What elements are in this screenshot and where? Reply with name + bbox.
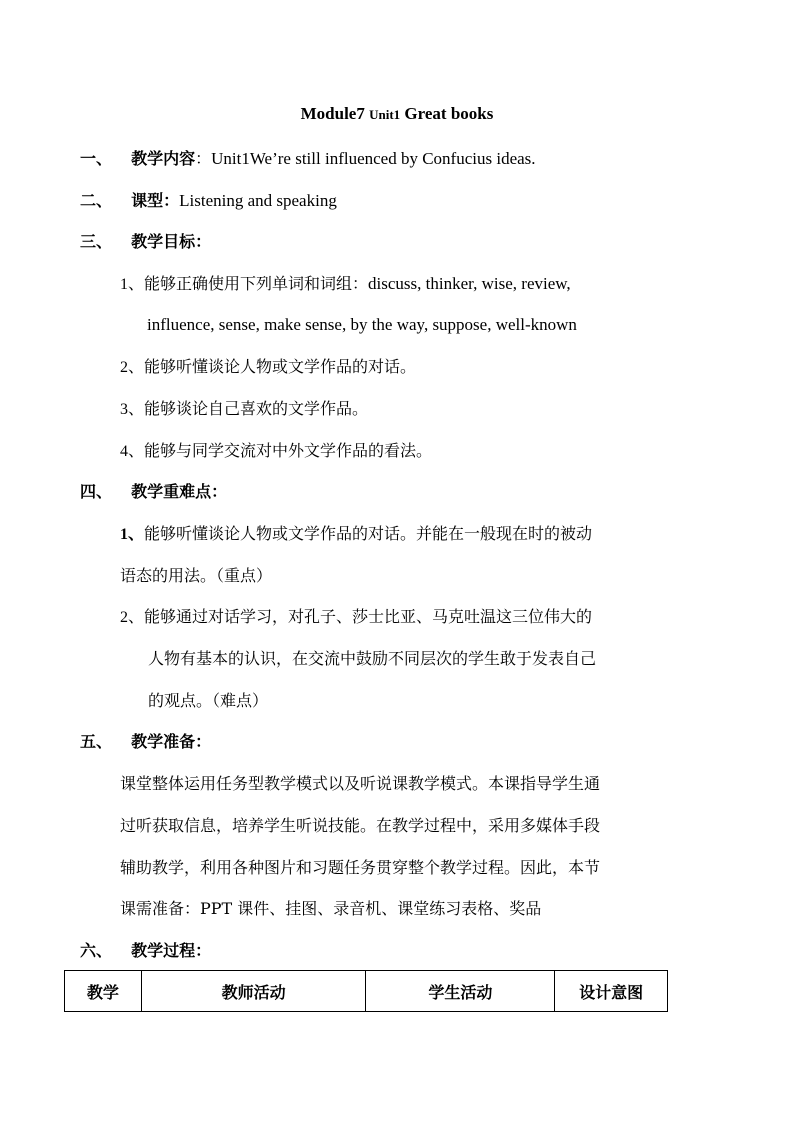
section-6-label: 教学过程： xyxy=(131,941,212,960)
preparation-line-2: 过听获取信息，培养学生听说技能。在教学过程中，采用多媒体手段 xyxy=(120,816,601,835)
table-header-design-intent: 设计意图 xyxy=(555,971,668,1012)
section-3-heading xyxy=(80,230,211,254)
section-6-heading xyxy=(80,939,211,963)
section-2-label: 课型 xyxy=(131,191,164,210)
key-point-2-line-2: 人物有基本的认识，在交流中鼓励不同层次的学生敢于发表自己 xyxy=(148,649,597,668)
preparation-line-4: 课需准备：PPT 课件、挂图、录音机、课堂练习表格、奖品 xyxy=(120,899,542,918)
document-title xyxy=(0,104,794,124)
section-4-number: 四、 xyxy=(80,482,113,501)
section-5-heading xyxy=(80,730,211,754)
section-1-colon: ： xyxy=(195,149,212,168)
objective-item-3: 3、能够谈论自己喜欢的文学作品。 xyxy=(120,399,369,418)
title-rest: Great books xyxy=(404,104,494,123)
section-2-number: 二、 xyxy=(80,191,113,210)
preparation-line-3: 辅助教学，利用各种图片和习题任务贯穿整个教学过程。因此，本节 xyxy=(120,858,601,877)
section-3-label: 教学目标： xyxy=(131,232,212,251)
section-2-colon: ： xyxy=(163,191,180,210)
section-4-label: 教学重难点： xyxy=(131,482,228,501)
section-5-number: 五、 xyxy=(80,732,113,751)
table-header-teaching: 教学 xyxy=(65,971,142,1012)
key-point-2-line-1: 2、能够通过对话学习，对孔子、莎士比亚、马克吐温这三位伟大的 xyxy=(120,607,593,626)
teaching-process-table xyxy=(64,970,668,1012)
key-point-1-line-2: 语态的用法。（重点） xyxy=(120,566,273,585)
table-header-teacher-activity: 教师活动 xyxy=(141,971,366,1012)
section-1 xyxy=(80,147,536,171)
key-point-2-line-3: 的观点。（难点） xyxy=(148,691,269,710)
objective-item-2: 2、能够听懂谈论人物或文学作品的对话。 xyxy=(120,357,417,376)
table-header-student-activity: 学生活动 xyxy=(366,971,555,1012)
title-unit: Unit1 xyxy=(369,107,401,122)
section-4-heading xyxy=(80,480,227,504)
objective-item-4: 4、能够与同学交流对中外文学作品的看法。 xyxy=(120,441,433,460)
section-1-label: 教学内容 xyxy=(131,149,196,168)
preparation-line-1: 课堂整体运用任务型教学模式以及听说课教学模式。本课指导学生通 xyxy=(120,774,601,793)
section-2-content: Listening and speaking xyxy=(179,191,337,210)
section-1-number: 一、 xyxy=(80,149,113,168)
section-2 xyxy=(80,189,337,213)
table-header-row xyxy=(65,971,668,1012)
section-1-content: Unit1We’re still influenced by Confucius ideas. xyxy=(211,149,536,168)
section-3-number: 三、 xyxy=(80,232,113,251)
section-6-number: 六、 xyxy=(80,941,113,960)
title-module: Module7 xyxy=(300,104,365,123)
section-5-label: 教学准备： xyxy=(131,732,212,751)
objective-item-1-continued: influence, sense, make sense, by the way, suppose, well-known xyxy=(147,315,577,334)
objective-item-1: 1、能够正确使用下列单词和词组：discuss, thinker, wise, review, xyxy=(120,274,571,293)
key-point-1-line-1: 1、能够听懂谈论人物或文学作品的对话。并能在一般现在时的被动 xyxy=(120,524,593,543)
